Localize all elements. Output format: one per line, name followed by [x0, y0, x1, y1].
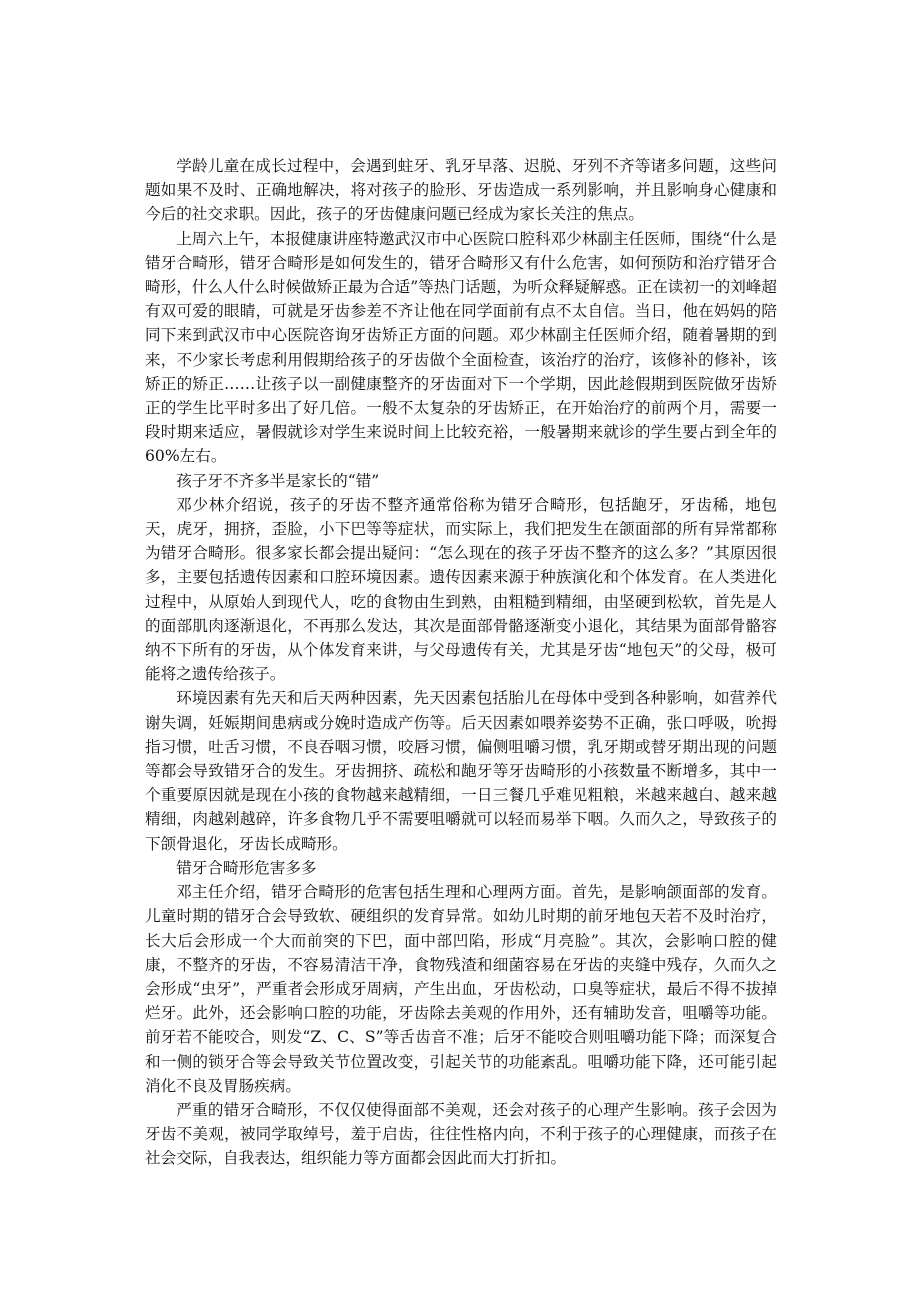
paragraph-genetic-causes: 邓少林介绍说，孩子的牙齿不整齐通常俗称为错牙合畸形，包括龅牙，牙齿稀，地包天，虎牙，拥挤，歪脸，小下巴等等症状，而实际上，我们把发生在颌面部的所有异常都称为错牙合畸形。很多家长都会提出疑问：“怎么现在的孩子牙齿不整齐的这么多？”其原因很多，主要包括遗传因素和口腔环境因素。遗传因素来源于种族演化和个体发育。在人类进化过程中，从原始人到现代人，吃的食物由生到熟，由粗糙到精细，由坚硬到松软，首先是人的面部肌肉逐渐退化，不再那么发达，其次是面部骨骼逐渐变小退化，其结果为面部骨骼容纳不下所有的牙齿，从个体发育来讲，与父母遗传有关，尤其是牙齿“地包天”的父母，极可能将之遗传给孩子。 [145, 495, 777, 684]
paragraph-environment-causes: 环境因素有先天和后天两种因素，先天因素包括胎儿在母体中受到各种影响，如营养代谢失调，妊娠期间患病或分娩时造成产伤等。后天因素如喂养姿势不正确，张口呼吸，吮拇指习惯，吐舌习惯，不良吞咽习惯，咬唇习惯，偏侧咀嚼习惯，乳牙期或替牙期出现的问题等都会导致错牙合的发生。牙齿拥挤、疏松和龅牙等牙齿畸形的小孩数量不断增多，其中一个重要原因就是现在小孩的食物越来越精细，一日三餐几乎难见粗粮，米越来越白、越来越精细，肉越剁越碎，许多食物几乎不需要咀嚼就可以轻而易举下咽。久而久之，导致孩子的下颌骨退化，牙齿长成畸形。 [145, 689, 777, 853]
paragraph-lecture: 上周六上午，本报健康讲座特邀武汉市中心医院口腔科邓少林副主任医师，围绕“什么是错牙合畸形，错牙合畸形是如何发生的，错牙合畸形又有什么危害，如何预防和治疗错牙合畸形，什么人什么时候做矫正最为合适”等热门话题，为听众释疑解惑。正在读初一的刘峰超有双可爱的眼睛，可就是牙齿参差不齐让他在同学面前有点不太自信。当日，他在妈妈的陪同下来到武汉市中心医院咨询牙齿矫正方面的问题。邓少林副主任医师介绍，随着暑期的到来，不少家长考虑利用假期给孩子的牙齿做个全面检查，该治疗的治疗，该修补的修补，该矫正的矫正……让孩子以一副健康整齐的牙齿面对下一个学期，因此趁假期到医院做牙齿矫正的学生比平时多出了好几倍。一般不太复杂的牙齿矫正，在开始治疗的前两个月，需要一段时期来适应，暑假就诊对学生来说时间上比较充裕，一般暑期来就诊的学生要占到全年的 60%左右。 [145, 229, 777, 466]
paragraph-psychological-harms: 严重的错牙合畸形，不仅仅使得面部不美观，还会对孩子的心理产生影响。孩子会因为牙齿不美观，被同学取绰号，羞于启齿，往往性格内向，不利于孩子的心理健康，而孩子在社会交际，自我表达，组织能力等方面都会因此而大打折扣。 [145, 1100, 777, 1168]
paragraph-intro: 学龄儿童在成长过程中，会遇到蛀牙、乳牙早落、迟脱、牙列不齐等诸多问题，这些问题如果不及时、正确地解决，将对孩子的脸形、牙齿造成一系列影响，并且影响身心健康和今后的社交求职。因此，孩子的牙齿健康问题已经成为家长关注的焦点。 [145, 157, 777, 224]
section-heading-causes: 孩子牙不齐多半是家长的“错” [176, 471, 380, 490]
paragraph-physical-harms: 邓主任介绍，错牙合畸形的危害包括生理和心理两方面。首先，是影响颌面部的发育。儿童时期的错牙合会导致软、硬组织的发育异常。如幼儿时期的前牙地包天若不及时治疗，长大后会形成一个大而前突的下巴，面中部凹陷，形成“月亮脸”。其次，会影响口腔的健康，不整齐的牙齿，不容易清洁干净，食物残渣和细菌容易在牙齿的夹缝中残存，久而久之会形成“虫牙”，严重者会形成牙周病，产生出血，牙齿松动，口臭等症状，最后不得不拔掉烂牙。此外，还会影响口腔的功能，牙齿除去美观的作用外，还有辅助发音，咀嚼等功能。前牙若不能咬合，则发“Z、C、S”等舌齿音不准；后牙不能咬合则咀嚼功能下降；而深复合和一侧的锁牙合等会导致关节位置改变，引起关节的功能紊乱。咀嚼功能下降，还可能引起消化不良及胃肠疾病。 [145, 883, 777, 1095]
article-body [145, 154, 777, 1171]
section-heading-harms: 错牙合畸形危害多多 [176, 858, 317, 877]
